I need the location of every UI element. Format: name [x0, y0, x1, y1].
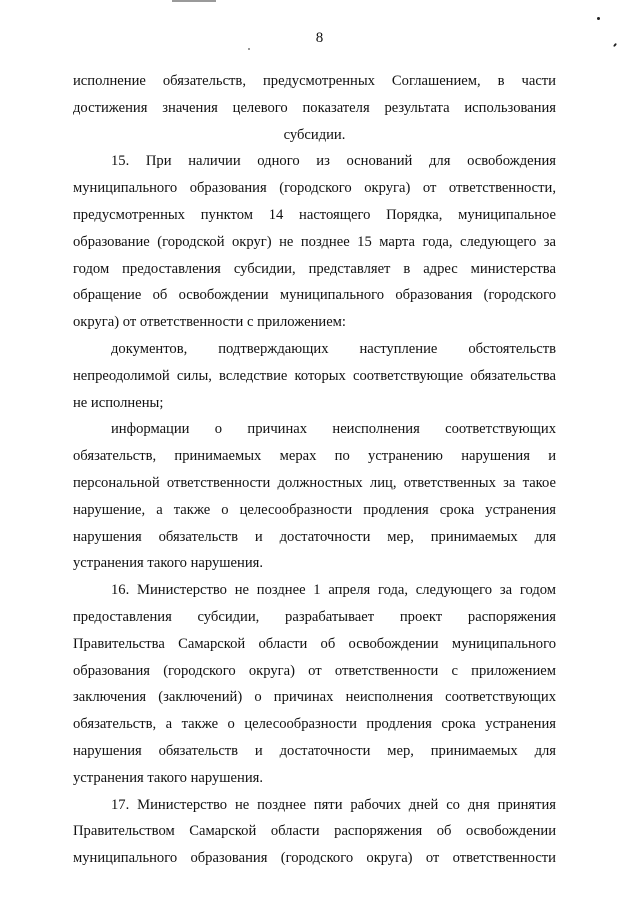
text-line: достижения значения целевого показателя результата использования: [73, 99, 556, 116]
text-line: устранения такого нарушения.: [73, 769, 264, 786]
text-line: предоставления субсидии, разрабатывает проект распоряжения: [73, 608, 556, 625]
text-line: заключения (заключений) о причинах неисполнения соответствующих: [73, 689, 556, 706]
text-line: 15. При наличии одного из оснований для освобождения: [111, 153, 556, 170]
text-line: обязательств, принимаемых мерах по устранению нарушения и: [73, 448, 556, 465]
text-line: устранения такого нарушения.: [73, 555, 264, 572]
text-line: округа) от ответственности с приложением:: [73, 314, 346, 331]
text-line: 16. Министерство не позднее 1 апреля года, следующего за годом: [111, 582, 556, 599]
document-body: [73, 68, 556, 872]
text-line: образования (городского округа) от ответственности с приложением: [73, 662, 556, 679]
text-line: 17. Министерство не позднее пяти рабочих дней со дня принятия: [111, 796, 556, 813]
text-line: непреодолимой силы, вследствие которых соответствующие обязательства: [73, 367, 556, 384]
text-line: муниципального образования (городского округа) от ответственности,: [73, 180, 556, 197]
text-line: муниципального образования (городского округа) от ответственности: [73, 850, 556, 867]
text-line: нарушения обязательств и достаточности мер, принимаемых для: [73, 528, 556, 545]
text-line: образование (городской округ) не позднее 15 марта года, следующего за: [73, 233, 556, 250]
text-line: обращение об освобождении муниципального образования (городского: [73, 287, 556, 304]
text-line: Правительством Самарской области распоряжения об освобождении: [73, 823, 556, 840]
text-line: документов, подтверждающих наступление обстоятельств: [111, 340, 556, 357]
text-line: предусмотренных пунктом 14 настоящего Порядка, муниципальное: [73, 206, 556, 223]
text-line: нарушение, а также о целесообразности продления срока устранения: [73, 501, 556, 518]
scan-edge-mark: [172, 0, 216, 2]
text-line: обязательств, а также о целесообразности продления срока устранения: [73, 716, 556, 733]
scan-speck: [597, 17, 600, 20]
text-line: субсидии.: [283, 126, 346, 143]
scan-speck: [248, 48, 250, 50]
text-line: Правительства Самарской области об освобождении муниципального: [73, 635, 556, 652]
text-line: информации о причинах неисполнения соответствующих: [111, 421, 556, 438]
text-line: не исполнены;: [73, 394, 164, 411]
text-line: исполнение обязательств, предусмотренных Соглашением, в части: [73, 73, 556, 89]
page-number: 8: [315, 30, 324, 46]
text-line: годом предоставления субсидии, представляет в адрес министерства: [73, 260, 556, 277]
text-line: нарушения обязательств и достаточности мер, принимаемых для: [73, 742, 556, 759]
text-line: персональной ответственности должностных лиц, ответственных за такое: [73, 474, 556, 491]
